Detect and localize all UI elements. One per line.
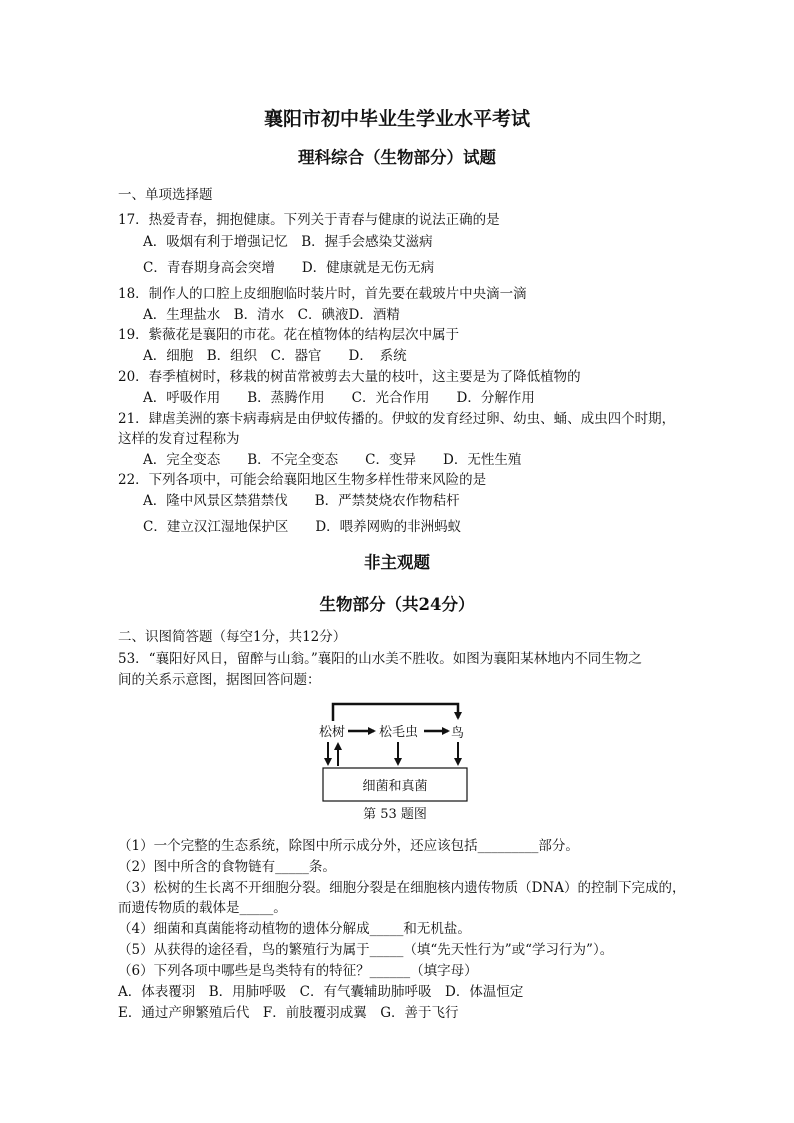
node-caterpillar: 松毛虫: [379, 725, 419, 740]
food-web-diagram: [300, 696, 500, 826]
q17-options-2: C．青春期身高会突增 D．健康就是无伤无病: [143, 260, 435, 276]
heading-subjective: 非主观题: [364, 553, 430, 572]
q53-options-1: A．体表覆羽 B．用肺呼吸 C．有气囊辅助肺呼吸 D．体温恒定: [118, 984, 524, 1000]
q53-sub4: （4）细菌和真菌能将动植物的遗体分解成_____和无机盐。: [118, 921, 471, 937]
q53-stem-line1: 53．“襄阳好风日，留醉与山翁。”襄阳的山水美不胜收。如图为襄阳某林地内不同生物之: [118, 651, 642, 667]
node-decomposer: 细菌和真菌: [362, 779, 428, 794]
q53-sub3-line1: （3）松树的生长离不开细胞分裂。细胞分裂是在细胞核内遗传物质（DNA）的控制下完成的，: [118, 880, 686, 896]
q53-options-2: E．通过产卵繁殖后代 F．前肢覆羽成翼 G．善于飞行: [118, 1005, 459, 1021]
exam-subtitle: 理科综合（生物部分）试题: [298, 148, 496, 167]
q53-sub3-line2: 而遗传物质的载体是_____。: [118, 900, 287, 916]
q53-sub6: （6）下列各项中哪些是鸟类特有的特征？______（填字母）: [118, 963, 478, 979]
section-heading-diagram: 二、识图简答题（每空1分，共12分）: [118, 629, 347, 645]
q22-options-1: A．隆中风景区禁猎禁伐 B．严禁焚烧农作物秸杆: [143, 493, 460, 509]
q53-sub1: （1）一个完整的生态系统，除图中所示成分外，还应该包括_________部分。: [118, 838, 579, 854]
q22-stem: 22．下列各项中，可能会给襄阳地区生物多样性带来风险的是: [118, 472, 487, 488]
section-heading-choice: 一、单项选择题: [118, 187, 213, 203]
node-bird: 鸟: [451, 726, 465, 741]
q18-options: A．生理盐水 B．清水 C．碘液D．酒精: [143, 307, 400, 323]
exam-title: 襄阳市初中毕业生学业水平考试: [263, 108, 530, 130]
q17-options-1: A．吸烟有利于增强记忆 B．握手会感染艾滋病: [143, 234, 433, 250]
arrow-pine-to-bird: [333, 704, 458, 721]
heading-biology-part: 生物部分（共24分）: [319, 595, 475, 614]
q21-stem-line1: 21．肆虐美洲的寨卡病毒病是由伊蚊传播的。伊蚊的发育经过卵、幼虫、蛹、成虫四个时期，: [118, 411, 676, 427]
q18-stem: 18．制作人的口腔上皮细胞临时装片时，首先要在载玻片中央滴一滴: [118, 286, 527, 302]
q53-sub2: （2）图中所含的食物链有_____条。: [118, 859, 336, 875]
food-web-svg: [300, 696, 500, 826]
node-pine: 松树: [319, 725, 346, 740]
q19-options: A．细胞 B．组织 C．器官 D． 系统: [143, 348, 407, 364]
q17-stem: 17．热爱青春，拥抱健康。下列关于青春与健康的说法正确的是: [118, 212, 500, 228]
q53-sub5: （5）从获得的途径看，鸟的繁殖行为属于_____（填“先天性行为”或“学习行为”）。: [118, 942, 614, 958]
q21-options: A．完全变态 B．不完全变态 C．变异 D．无性生殖: [143, 452, 522, 468]
q21-stem-line2: 这样的发育过程称为: [118, 431, 240, 447]
q22-options-2: C．建立汉江湿地保护区 D．喂养网购的非洲蚂蚁: [143, 519, 462, 535]
q53-stem-line2: 间的关系示意图，据图回答问题：: [118, 672, 321, 688]
q20-stem: 20．春季植树时，移栽的树苗常被剪去大量的枝叶，这主要是为了降低植物的: [118, 369, 581, 385]
diagram-caption: 第 53 题图: [363, 807, 427, 822]
q19-stem: 19．紫薇花是襄阳的市花。花在植物体的结构层次中属于: [118, 327, 460, 343]
q20-options: A．呼吸作用 B．蒸腾作用 C．光合作用 D．分解作用: [143, 390, 535, 406]
